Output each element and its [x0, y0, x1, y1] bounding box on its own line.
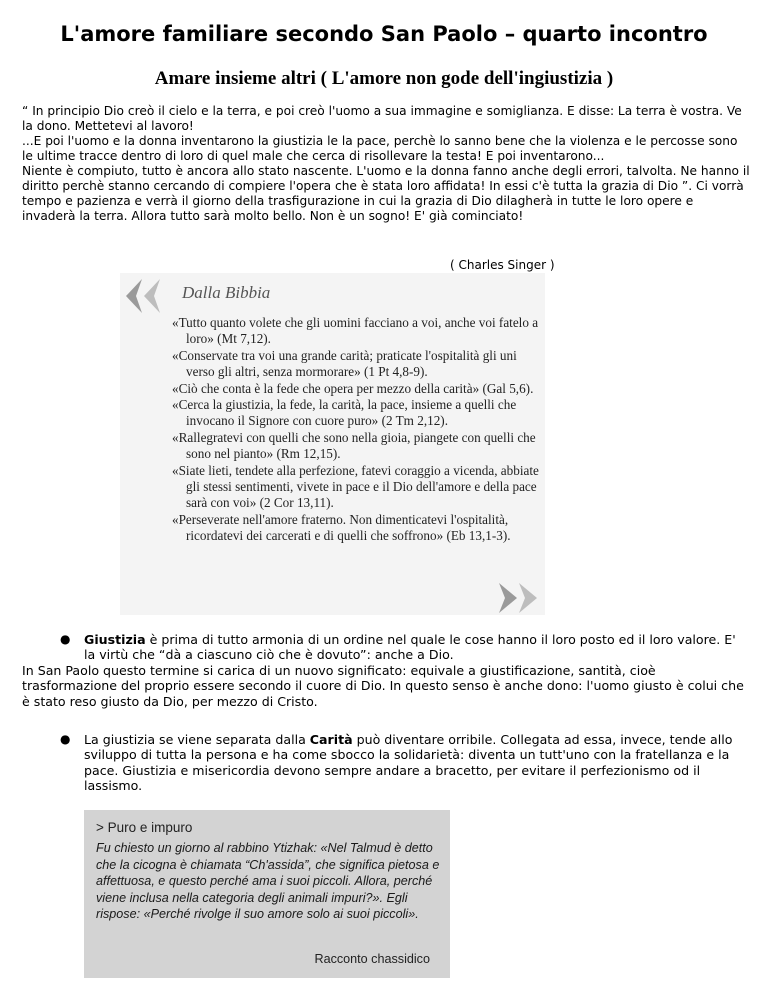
giustizia-bullet-text — [84, 632, 748, 663]
bullet-icon: ● — [60, 632, 71, 646]
open-quote-icon — [120, 277, 168, 315]
bible-quotes-box — [120, 273, 545, 615]
close-quote-icon — [489, 581, 545, 615]
story-body: Fu chiesto un giorno al rabbino Ytizhak: «Nel Talmud è detto che la cicogna è chiamata “Ch'assida”, che significa pietosa e affettuosa, e questo perché ama i suoi piccoli. Allora, perché viene inclusa nella categoria degli animali impuri?». Egli rispose: «Perché rivolge il suo amore solo ai suoi piccoli». — [96, 841, 440, 922]
bible-quote: «Tutto quanto volete che gli uomini facciano a voi, anche voi fatelo a loro» (Mt 7,12). — [172, 315, 539, 347]
bible-quote: «Ciò che conta è la fede che opera per mezzo della carità» (Gal 5,6). — [172, 380, 534, 396]
bible-quote: «Siate lieti, tendete alla perfezione, fatevi coraggio a vicenda, abbiate gli stessi sentimenti, vivete in pace e il Dio dell'amore e della pace sarà con voi» (2 Cor 13,11). — [172, 462, 539, 511]
carita-term: Carità — [309, 732, 353, 747]
story-heading: > Puro e impuro — [96, 820, 193, 835]
bible-quote: «Conservate tra voi una grande carità; praticate l'ospitalità gli uni verso gli altri, senza mormorare» (1 Pt 4,8-9). — [172, 347, 517, 380]
giustizia-follow-text: In San Paolo questo termine si carica di un nuovo significato: equivale a giustificazione, santità, cioè trasformazione del proprio essere secondo il cuore di Dio. In questo senso è anche dono: l'uomo giusto è colui che è stato reso giusto da Dio, per mezzo di Cristo. — [22, 663, 744, 709]
story-source: Racconto chassidico — [314, 952, 430, 966]
bible-quote: «Cerca la giustizia, la fede, la carità, la pace, insieme a quelli che invocano il Signore con cuore puro» (2 Tm 2,12). — [172, 397, 517, 429]
intro-quote — [22, 104, 750, 224]
giustizia-term: Giustizia — [84, 632, 146, 647]
bible-quote: «Perseverate nell'amore fraterno. Non dimenticatevi l'ospitalità, ricordatevi dei carcerati e di quelli che soffrono» (Eb 13,1-3). — [172, 511, 511, 544]
bullet-icon: ● — [60, 732, 71, 746]
story-box — [84, 810, 450, 978]
giustizia-definition: è prima di tutto armonia di un ordine nel quale le cose hanno il loro posto ed il loro valore. E' la virtù che “dà a ciascuno ciò che è dovuto”: anche a Dio. — [84, 632, 736, 663]
carita-text-before: La giustizia se viene separata dalla — [84, 732, 310, 747]
intro-paragraph-2: ...E poi l'uomo e la donna inventarono la giustizia le la pace, perchè lo sanno bene che la violenza e le percosse sono le ultime tracce dentro di loro di quel male che cerca di risollevare la testa! E poi inventarono... — [22, 134, 738, 163]
page-subtitle: Amare insieme altri ( L'amore non gode dell'ingiustizia ) — [154, 68, 614, 89]
intro-paragraph-3: Niente è compiuto, tutto è ancora allo stato nascente. L'uomo e la donna fanno anche degli errori, talvolta. Ne hanno il diritto perchè stanno cercando di compiere l'opera che è stata loro affidata! In essi c'è tutta la grazia di Dio ”. Ci vorrà tempo e pazienza e verrà il giorno della trasfigurazione in cui la grazia di Dio dilagherà in tutte le loro opere e invaderà la terra. Allora tutto sarà molto bello. Non è un sogno! E' già cominciato! — [22, 164, 750, 223]
intro-paragraph-1: “ In principio Dio creò il cielo e la terra, e poi creò l'uomo a sua immagine e somiglianza. E disse: La terra è vostra. Ve la dono. Mettetevi al lavoro! — [22, 104, 742, 133]
carita-text-after: può diventare orribile. Collegata ad essa, invece, tende allo sviluppo di tutta la persona e ha come sbocco la solidarietà: diventa un tutt'uno con la fratellanza e la pace. Giustizia e misericordia devono sempre andare a bracetto, per evitare il perfezionismo od il lassismo. — [84, 732, 733, 794]
bible-quote: «Rallegratevi con quelli che sono nella gioia, piangete con quelli che sono nel pianto» (Rm 12,15). — [172, 429, 536, 462]
carita-bullet-text — [84, 732, 748, 794]
bible-quotes-list — [172, 315, 542, 545]
bible-box-title: Dalla Bibbia — [182, 283, 271, 302]
intro-author: ( Charles Singer ) — [450, 258, 555, 272]
page-title: L'amore familiare secondo San Paolo – quarto incontro — [60, 22, 708, 46]
